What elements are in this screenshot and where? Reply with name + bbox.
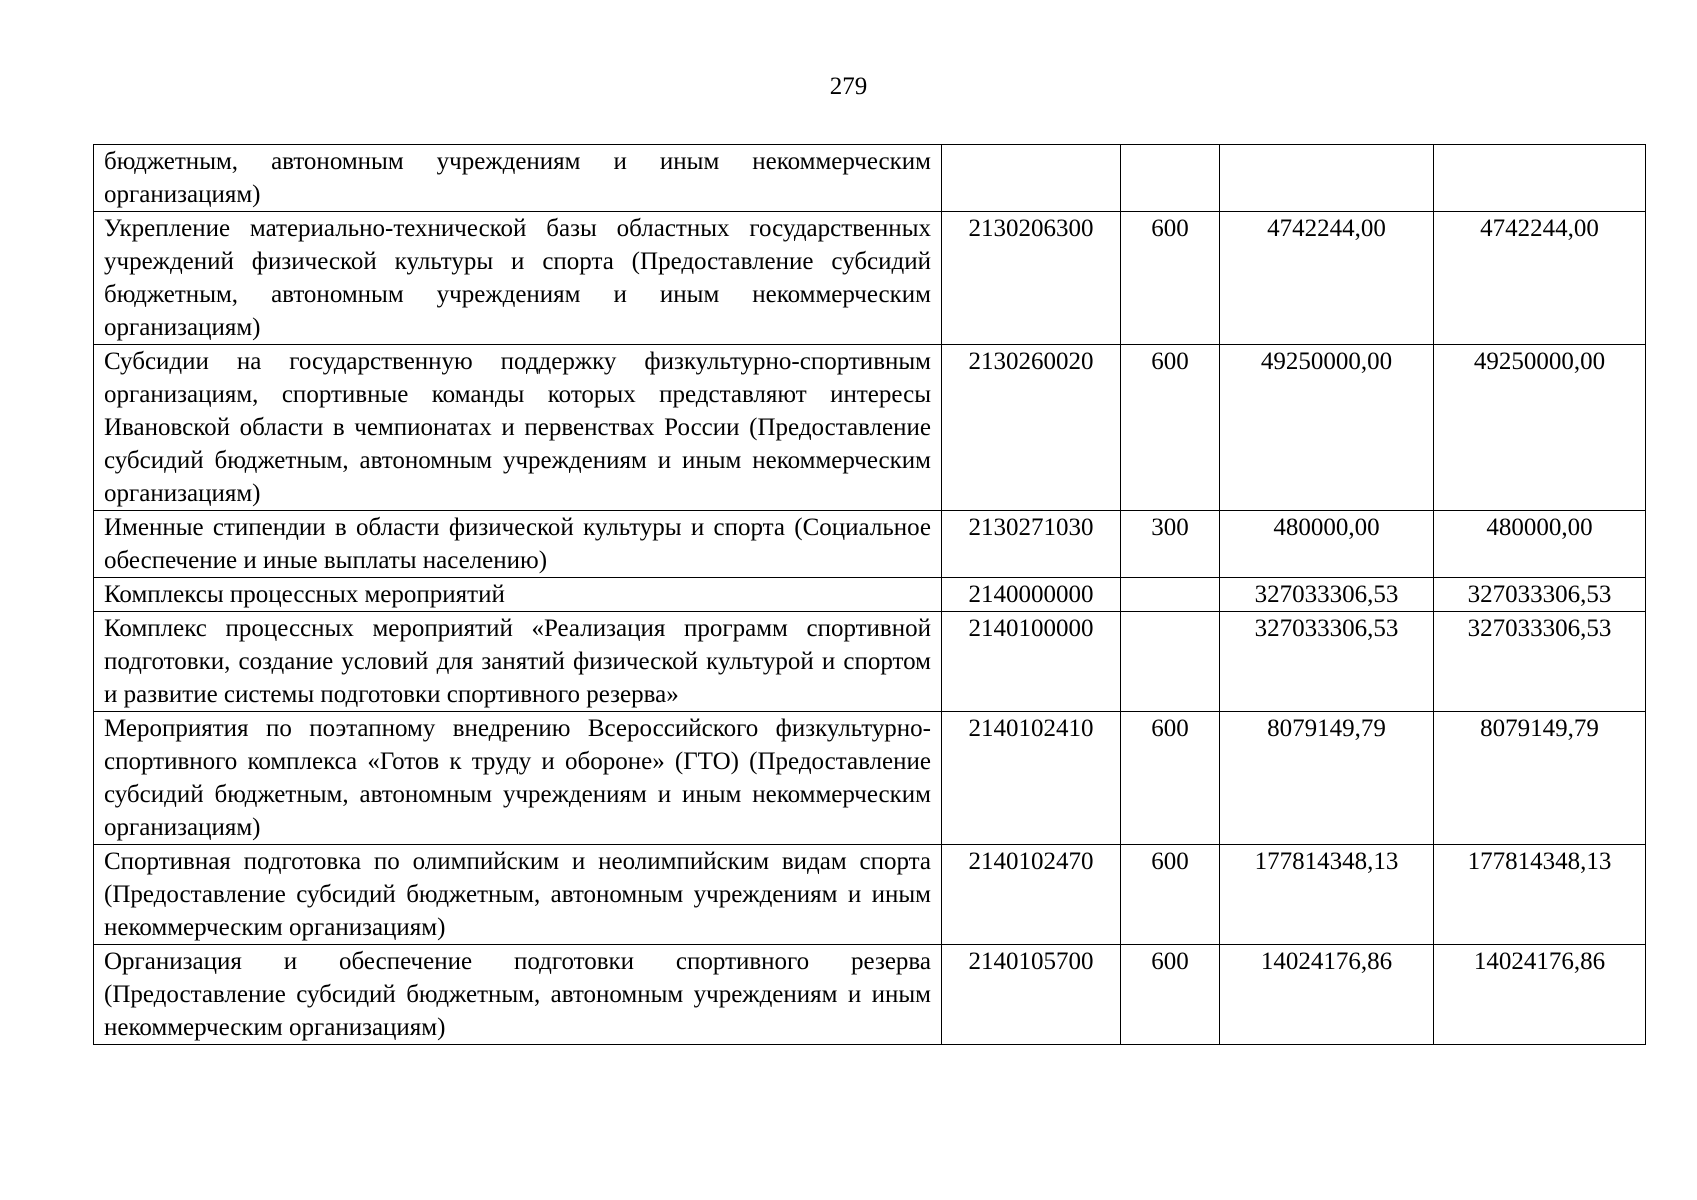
amount-year-1: 480000,00	[1220, 511, 1434, 578]
expense-type	[1121, 145, 1220, 212]
table-row	[94, 145, 1646, 212]
table-row	[94, 712, 1646, 845]
expense-type	[1121, 578, 1220, 612]
table-row	[94, 345, 1646, 511]
expense-type: 600	[1121, 845, 1220, 945]
item-name: Комплекс процессных мероприятий «Реализация программ спортивной подготовки, создание условий для занятий физической культурой и спортом и развитие системы подготовки спортивного резерва»	[94, 612, 942, 712]
expense-type: 600	[1121, 945, 1220, 1045]
item-name: Мероприятия по поэтапному внедрению Всероссийского физкультурно-спортивного комплекса «Готов к труду и обороне» (ГТО) (Предоставление субсидий бюджетным, автономным учреждениям и иным некоммерческим организациям)	[94, 712, 942, 845]
page-number: 279	[829, 73, 868, 100]
target-code: 2130271030	[942, 511, 1121, 578]
table-row	[94, 511, 1646, 578]
amount-year-2: 49250000,00	[1434, 345, 1646, 511]
item-name: Спортивная подготовка по олимпийским и неолимпийским видам спорта (Предоставление субсидий бюджетным, автономным учреждениям и иным некоммерческим организациям)	[94, 845, 942, 945]
expense-type: 600	[1121, 212, 1220, 345]
amount-year-2: 177814348,13	[1434, 845, 1646, 945]
expense-type: 600	[1121, 345, 1220, 511]
item-name: бюджетным, автономным учреждениям и иным некоммерческим организациям)	[94, 145, 942, 212]
budget-table	[93, 144, 1646, 1045]
amount-year-2: 14024176,86	[1434, 945, 1646, 1045]
amount-year-2	[1434, 145, 1646, 212]
target-code: 2130260020	[942, 345, 1121, 511]
amount-year-2: 4742244,00	[1434, 212, 1646, 345]
amount-year-1: 327033306,53	[1220, 578, 1434, 612]
amount-year-1: 8079149,79	[1220, 712, 1434, 845]
target-code: 2130206300	[942, 212, 1121, 345]
table-row	[94, 612, 1646, 712]
amount-year-1: 14024176,86	[1220, 945, 1434, 1045]
target-code: 2140105700	[942, 945, 1121, 1045]
expense-type: 300	[1121, 511, 1220, 578]
item-name: Комплексы процессных мероприятий	[94, 578, 942, 612]
item-name: Именные стипендии в области физической культуры и спорта (Социальное обеспечение и иные выплаты населению)	[94, 511, 942, 578]
amount-year-1: 49250000,00	[1220, 345, 1434, 511]
item-name: Организация и обеспечение подготовки спортивного резерва (Предоставление субсидий бюджетным, автономным учреждениям и иным некоммерческим организациям)	[94, 945, 942, 1045]
table-row	[94, 212, 1646, 345]
amount-year-1: 177814348,13	[1220, 845, 1434, 945]
amount-year-2: 327033306,53	[1434, 612, 1646, 712]
table-row	[94, 578, 1646, 612]
amount-year-1: 327033306,53	[1220, 612, 1434, 712]
target-code: 2140000000	[942, 578, 1121, 612]
amount-year-2: 8079149,79	[1434, 712, 1646, 845]
amount-year-2: 480000,00	[1434, 511, 1646, 578]
expense-type	[1121, 612, 1220, 712]
amount-year-1	[1220, 145, 1434, 212]
target-code: 2140102410	[942, 712, 1121, 845]
expense-type: 600	[1121, 712, 1220, 845]
target-code: 2140102470	[942, 845, 1121, 945]
item-name: Укрепление материально-технической базы областных государственных учреждений физической культуры и спорта (Предоставление субсидий бюджетным, автономным учреждениям и иным некоммерческим организациям)	[94, 212, 942, 345]
table-row	[94, 945, 1646, 1045]
table-row	[94, 845, 1646, 945]
target-code: 2140100000	[942, 612, 1121, 712]
target-code	[942, 145, 1121, 212]
item-name: Субсидии на государственную поддержку физкультурно-спортивным организациям, спортивные команды которых представляют интересы Ивановской области в чемпионатах и первенствах России (Предоставление субсидий бюджетным, автономным учреждениям и иным некоммерческим организациям)	[94, 345, 942, 511]
amount-year-1: 4742244,00	[1220, 212, 1434, 345]
amount-year-2: 327033306,53	[1434, 578, 1646, 612]
